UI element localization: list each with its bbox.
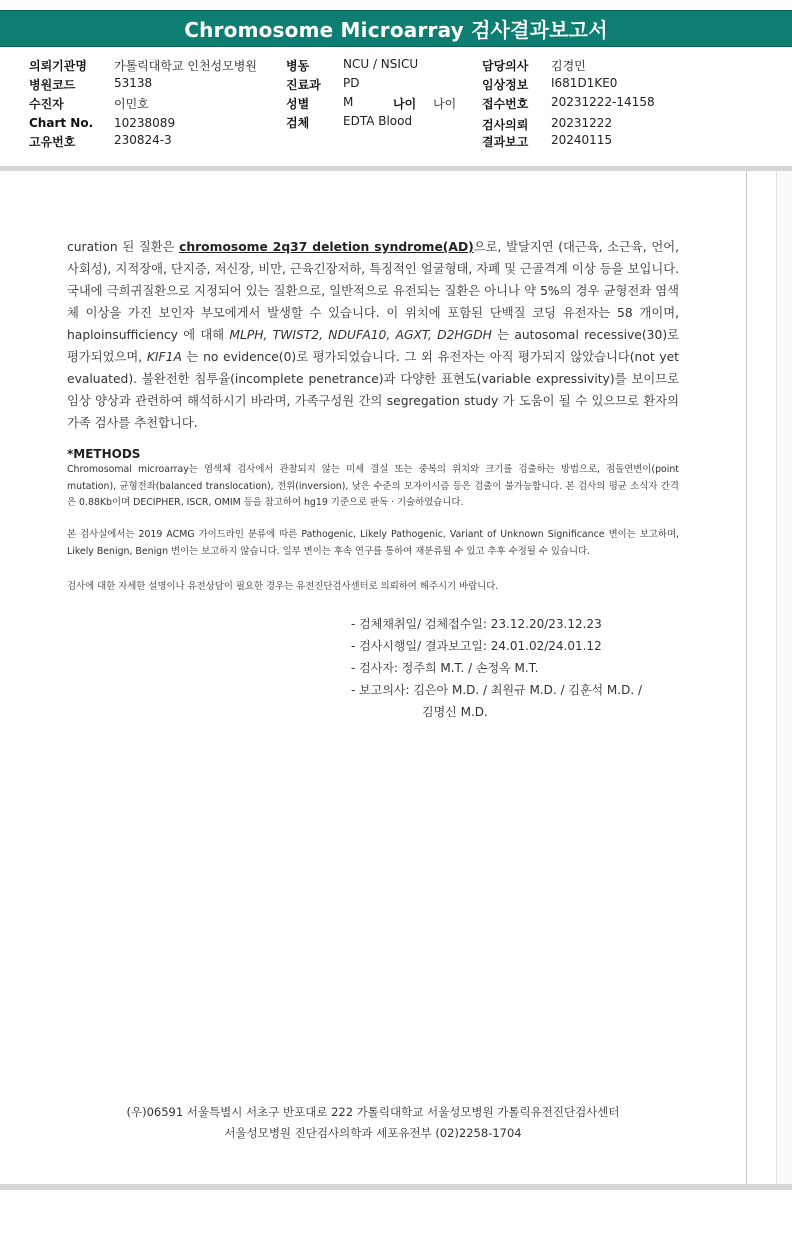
methods-paragraph-1: Chromosomal microarray는 염색체 검사에서 관찰되지 않는 미세 결실 또는 중복의 위치와 크기를 검출하는 방법으로, 점돌연변이(point mutation), 균형전좌(balanced translocation), 전위(inversion), 낮은 수준의 모자이시즘 등은 검출이 불가능합니다. 본 검사의 평균 소식자 간격은 0.88Kb이며 DECIPHER, ISCR, OMIM 등을 참고하여 hg19 기준으로 판독 · 기술하였습니다. [67,464,679,508]
value-request-date: 20231222 [551,116,613,130]
value-unique-no: 230824-3 [114,133,172,147]
label-ward: 병동 [286,59,310,73]
body-text-part3: 는 autosomal recessive(30)로 평가되었으며, [67,328,679,364]
value-ward: NCU / NSICU [343,57,419,71]
label-chart-no: Chart No. [29,116,94,130]
gene-list-ar: MLPH, TWIST2, NDUFA10, AGXT, D2HGDH [229,328,492,342]
value-department: PD [343,76,360,90]
methods-paragraph-2: 본 검사실에서는 2019 ACMG 가이드라인 분류에 따른 Pathogenic, Likely Pathogenic, Variant of Unknown Significance 변이는 보고하며, Likely Benign, Benign 변이는 보고하지 않습니다. 일부 변이는 후속 연구를 통하여 재분류될 수 있고 추후 수정될 수 있습니다. [67,529,679,557]
value-clinical-info: I681D1KE0 [551,76,618,90]
methods-title: *METHODS [67,447,141,461]
value-receipt-no: 20231222-14158 [551,95,655,109]
label-sex: 성별 [286,97,310,111]
technicians: - 검사자: 정주희 M.T. / 손정옥 M.T. [351,661,539,675]
label-age: 나이 [393,97,417,111]
value-specimen: EDTA Blood [343,114,413,128]
value-physician: 김경민 [551,59,586,73]
syndrome-name: chromosome 2q37 deletion syndrome(AD) [179,240,474,254]
interpretation-paragraph [67,236,679,434]
label-physician: 담당의사 [482,59,529,73]
methods-paragraph-3: 검사에 대한 자세한 설명이나 유전상담이 필요한 경우는 유전진단검사센터로 의뢰하여 해주시기 바랍니다. [67,581,499,592]
label-clinical-info: 임상정보 [482,78,529,92]
value-requesting-institution: 가톨릭대학교 인천성모병원 [114,59,257,73]
value-patient: 이민호 [114,97,149,111]
gene-kif1a: KIF1A [146,350,182,364]
label-patient: 수진자 [29,97,64,111]
label-department: 진료과 [286,78,321,92]
value-hospital-code: 53138 [114,76,153,90]
page-frame-right [746,171,747,1184]
label-receipt-no: 접수번호 [482,97,529,111]
footer-department: 서울성모병원 진단검사의학과 세포유전부 (02)2258-1704 [224,1126,522,1140]
reporting-physicians-cont: 김명신 M.D. [422,705,488,719]
label-unique-no: 고유번호 [29,135,76,149]
value-chart-no: 10238089 [114,116,176,130]
footer-address: (우)06591 서울특별시 서초구 반포대로 222 가톨릭대학교 서울성모병원 가톨릭유전진단검사센터 [126,1105,620,1119]
collection-receipt-dates: - 검체채취일/ 검체접수일: 23.12.20/23.12.23 [351,617,602,631]
label-report-date: 결과보고 [482,135,529,149]
page-frame-bottom [0,1184,792,1190]
value-age: 나이 [433,97,457,111]
label-requesting-institution: 의뢰기관명 [29,59,87,73]
body-text-part4: 는 no evidence(0)로 평가되었습니다. 그 외 유전자는 아직 평가되지 않았습니다(not yet evaluated). 불완전한 침투율(incomplete penetrance)과 다양한 표현도(variable expressivity)를 보이므로 임상 양상과 관련하여 해석하시기 바라며, 가족구성원 간의 segregation study 가 도움이 될 수 있으므로 환자의 가족 검사를 추천합니다. [67,350,680,430]
page-frame-top [0,166,792,171]
value-sex: M [343,95,354,109]
value-report-date: 20240115 [551,133,613,147]
label-request-date: 검사의뢰 [482,118,529,132]
reporting-physicians: - 보고의사: 김은아 M.D. / 최원규 M.D. / 김훈석 M.D. / [351,683,643,697]
body-text-part1: curation 된 질환은 [67,240,180,254]
report-title: Chromosome Microarray 검사결과보고서 [184,18,608,42]
body-text-part2: 으로, 발달지연 (대근육, 소근육, 언어, 사회성), 지적장애, 단지증, 저신장, 비만, 근육긴장저하, 특징적인 얼굴형태, 자폐 및 근골격계 이상 등을 보입니다. 국내에 극희귀질환으로 지정되어 있는 질환으로, 일반적으로 유전되는 질환은 아니나 약 5%의 경우 균형전좌 염색체 이상을 가진 보인자 부모에게서 발생할 수 있습니다. 이 위치에 포함된 단백질 코딩 유전자는 58 개이며, haploinsufficiency 에 대해 [67,240,679,342]
label-hospital-code: 병원코드 [29,78,76,92]
test-report-dates: - 검사시행일/ 결과보고일: 24.01.02/24.01.12 [351,639,602,653]
label-specimen: 검체 [286,116,310,130]
report-title-bar [0,10,792,47]
page-side-margin [776,171,792,1184]
